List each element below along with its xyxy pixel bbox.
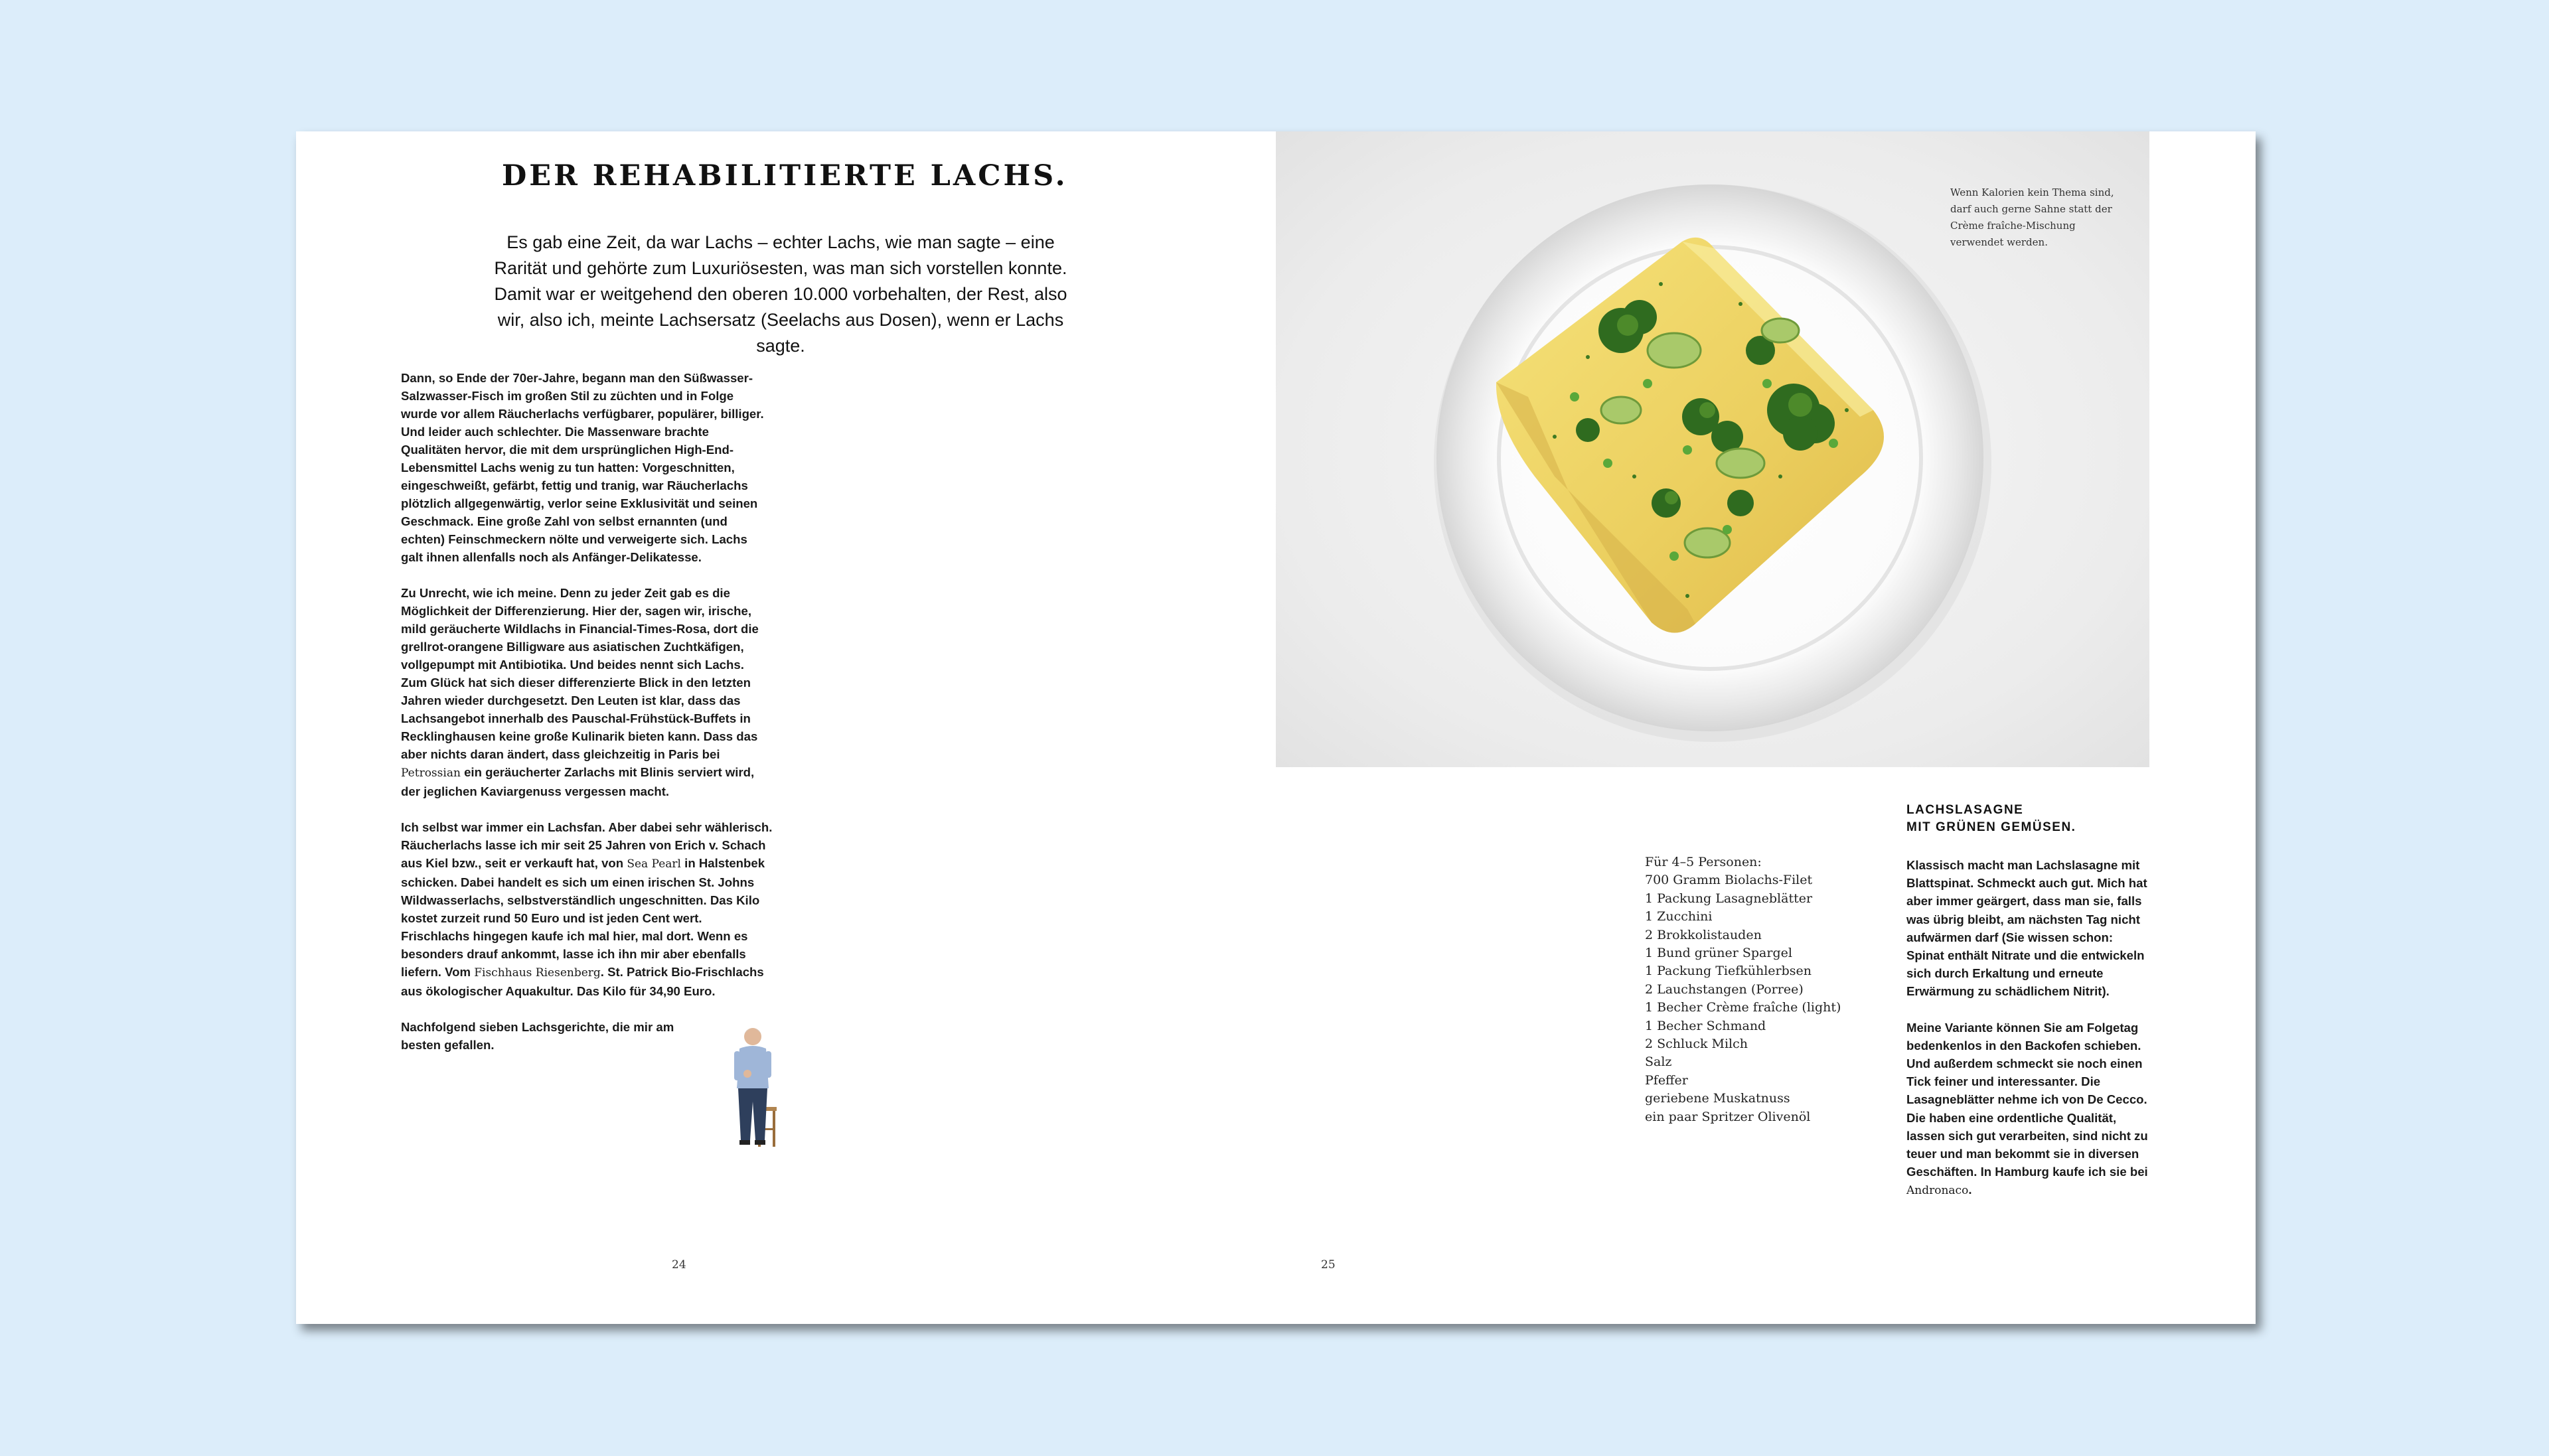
recipe-paragraph-2: Meine Variante können Sie am Folgetag bedenkenlos in den Backofen schieben. Und außerdem schmeckt sie noch einen Tick feiner und interessanter. Die Lasagneblätter nehme ich von De Cecco. Die haben eine ordentliche Qualität, lassen sich gut verarbeiten, sind nicht zu teuer und man bekommt sie in diversen Geschäften. In Hamburg kaufe ich sie bei Andronaco.: [1906, 1020, 2148, 1198]
page-headline: DER REHABILITIERTE LACHS.: [502, 159, 1068, 192]
body-paragraph-1: Dann, so Ende der 70er-Jahre, begann man den Süßwasser-Salzwasser-Fisch im großen Stil zu züchten und in Folge wurde vor allem Räucherlachs verfügbarer, populärer, billiger. Und leider auch schlechter. Die Massenware brachte Qualitäten hervor, die mit dem ursprünglichen High-End-Lebensmittel Lachs wenig zu tun hatten: Vorgeschnitten, eingeschweißt, gefärbt, fettig und tranig, war Räucherlachs plötzlich allgegenwärtig, verlor seine Exklusivität und seinen Geschmack. Eine große Zahl von selbst ernannten (und echten) Feinschmeckern nölte und verweigerte sich. Lachs galt ihnen allenfalls noch als Anfänger-Delikatesse.: [401, 371, 764, 564]
recipe-paragraph-1: Klassisch macht man Lachslasagne mit Blattspinat. Schmeckt auch gut. Mich hat aber immer geärgert, dass man sie, falls was übrig bleibt, am nächsten Tag nicht aufwärmen darf (Sie wissen schon: Spinat enthält Nitrate und die entwickeln sich durch Erkaltung und erneute Erwärmung zu schädlichem Nitrit).: [1906, 858, 2147, 999]
ingredient-item: Salz: [1645, 1055, 1672, 1070]
ingredient-item: 1 Becher Crème fraîche (light): [1645, 1000, 1841, 1015]
body-paragraph-4: Nachfolgend sieben Lachsgerichte, die mir am besten gefallen.: [401, 1020, 674, 1052]
ingredient-item: 2 Brokkolistauden: [1645, 927, 1762, 942]
ingredient-item: Pfeffer: [1645, 1072, 1688, 1088]
ingredient-item: Für 4–5 Personen:: [1645, 855, 1762, 869]
body-paragraph-3: Ich selbst war immer ein Lachsfan. Aber dabei sehr wählerisch. Räucherlachs lasse ich mir seit 25 Jahren von Erich v. Schach aus Kiel bzw., seit er verkauft hat, von Sea Pearl in Halstenbek schicken. Dabei handelt es sich um einen irischen St. Johns Wildwasserlachs, selbstverständlich ungeschnitten. Das Kilo kostet zurzeit rund 50 Euro und ist jeden Cent wert. Frischlachs hingegen kaufe ich mal hier, mal dort. Wenn es besonders drauf ankommt, lasse ich ihn mir aber ebenfalls liefern. Vom Fischhaus Riesenberg. St. Patrick Bio-Frischlachs aus ökologischer Aquakultur. Das Kilo für 34,90 Euro.: [401, 820, 773, 998]
recipe-text: [1906, 856, 2152, 1218]
ingredient-item: 1 Bund grüner Spargel: [1645, 946, 1792, 961]
recipe-title: LACHSLASAGNE MIT GRÜNEN GEMÜSEN.: [1906, 803, 2076, 834]
lead-paragraph: Es gab eine Zeit, da war Lachs – echter Lachs, wie man sagte – eine Rarität und gehörte zum Luxuriösesten, was man sich vorstellen konnte. Damit war er weitgehend den oberen 10.000 vorbehalten, der Rest, also wir, also ich, meinte Lachsersatz (Seelachs aus Dosen), wenn er Lachs sagte.: [494, 232, 1067, 356]
ingredient-list: [1645, 853, 1897, 1126]
left-page: [296, 131, 1276, 1324]
book-spread: [296, 131, 2256, 1324]
page-number-right: 25: [1321, 1258, 1336, 1272]
ingredient-item: 1 Zucchini: [1645, 909, 1713, 924]
body-column: [401, 369, 773, 1072]
author-standing-figure: [728, 1022, 781, 1148]
ingredient-item: 2 Schluck Milch: [1645, 1037, 1748, 1052]
ingredient-item: 1 Packung Tiefkühlerbsen: [1645, 964, 1812, 979]
ingredient-item: 2 Lauchstangen (Porree): [1645, 982, 1804, 997]
body-paragraph-2: Zu Unrecht, wie ich meine. Denn zu jeder Zeit gab es die Möglichkeit der Differenzierung. Hier der, sagen wir, irische, mild geräucherte Wildlachs in Financial-Times-Rosa, dort die grellrot-orangene Billigware aus asiatischen Zuchtkäfigen, vollgepumpt mit Antibiotika. Und beides nennt sich Lachs. Zum Glück hat sich dieser differenzierte Blick in den letzten Jahren wieder durchgesetzt. Den Leuten ist klar, dass das Lachsangebot innerhalb des Pauschal-Frühstück-Buffets in Recklinghausen keine große Kulinarik bieten kann. Dass das aber nichts daran ändert, dass gleichzeitig in Paris bei Petrossian ein geräucherter Zarlachs mit Blinis serviert wird, der jeglichen Kaviargenuss vergessen macht.: [401, 586, 759, 798]
photo-caption: Wenn Kalorien kein Thema sind, darf auch gerne Sahne statt der Crème fraîche-Mischung verwendet werden.: [1950, 186, 2114, 248]
ingredient-item: geriebene Muskatnuss: [1645, 1091, 1790, 1106]
ingredient-item: 1 Packung Lasagneblätter: [1645, 891, 1813, 906]
ingredient-item: ein paar Spritzer Olivenöl: [1645, 1109, 1811, 1124]
right-page: [1276, 131, 2256, 1324]
ingredient-item: 700 Gramm Biolachs-Filet: [1645, 873, 1813, 888]
page-number-left: 24: [672, 1258, 686, 1272]
ingredient-item: 1 Becher Schmand: [1645, 1018, 1766, 1033]
